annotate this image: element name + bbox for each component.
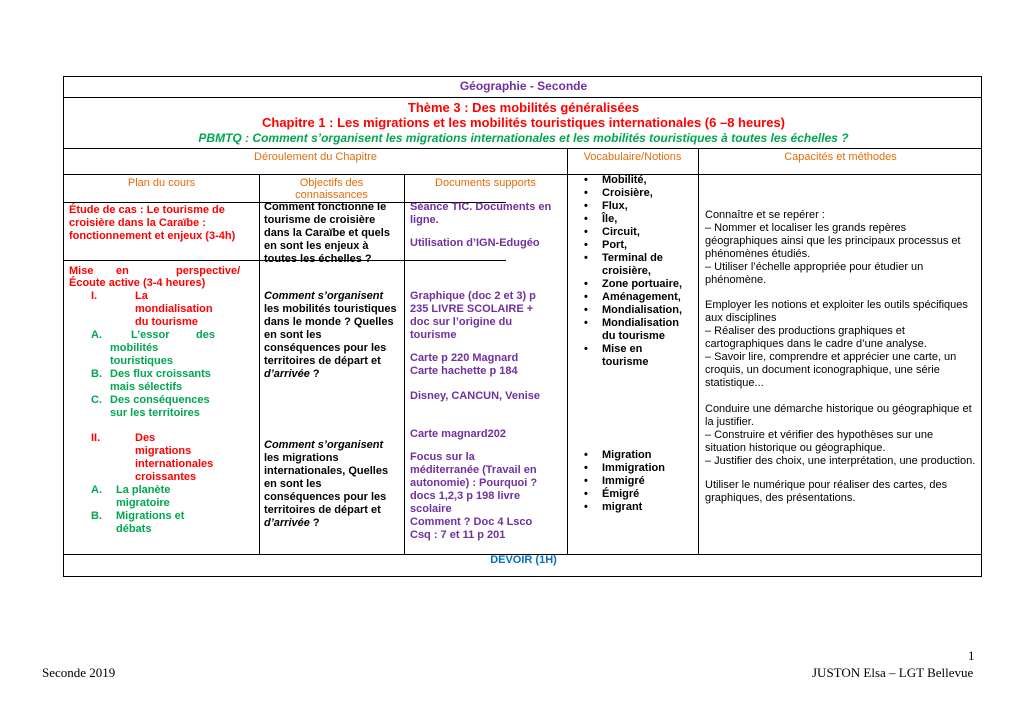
header-objectifs-1: Objectifs des bbox=[299, 177, 364, 189]
objectif-tourisme-end-italic: d’arrivée bbox=[264, 368, 310, 380]
doc-focus-line: autonomie) : Pourquoi ? bbox=[410, 477, 538, 489]
plan-sub-IIB: débats bbox=[116, 523, 152, 535]
doc-focus-line: Focus sur la bbox=[410, 451, 475, 463]
col-divider bbox=[404, 174, 405, 554]
vocab-item: • Mise en tourisme bbox=[580, 343, 662, 369]
plan-sub-C: sur les territoires bbox=[110, 407, 200, 419]
objectif-tourisme-end bbox=[264, 368, 320, 381]
objectif-migrations-line: en sont les bbox=[264, 478, 322, 490]
header-documents: Documents supports bbox=[435, 177, 536, 189]
objectif-migrations-line: internationales, Quelles bbox=[264, 465, 389, 477]
plan-sub-IIA-number: A. bbox=[91, 484, 102, 496]
objectif-row1-line: toutes les échelles ? bbox=[264, 253, 372, 265]
objectif-tourisme-end-mark: ? bbox=[309, 368, 320, 380]
header-plan: Plan du cours bbox=[127, 177, 196, 189]
vocab-item: • Mondialisation, bbox=[580, 304, 695, 317]
plan-sub-A: touristiques bbox=[110, 355, 173, 367]
capacite-line: géographiques ainsi que les principaux processus et bbox=[705, 235, 961, 247]
plan-sub-A-number: A. bbox=[91, 329, 102, 341]
plan-sub-C-number: C. bbox=[91, 394, 102, 406]
capacite-line: phénomènes étudiés. bbox=[705, 248, 811, 260]
plan-section-I-number: I. bbox=[91, 290, 98, 302]
doc-graphique-line: Graphique (doc 2 et 3) p bbox=[410, 290, 536, 302]
vocab-list-migrations bbox=[580, 449, 695, 514]
vocab-item: • Migration bbox=[580, 449, 695, 462]
vocab-item: • Aménagement, bbox=[580, 291, 695, 304]
capacite-line: aux disciplines bbox=[705, 312, 777, 324]
plan-section-I: mondialisation bbox=[135, 303, 213, 315]
objectif-migrations-end-italic: d’arrivée bbox=[264, 517, 310, 529]
objectif-migrations-italic: Comment s’organisent bbox=[264, 439, 384, 451]
col-divider bbox=[567, 148, 568, 554]
capacite-line: la justifier. bbox=[705, 416, 754, 428]
vocab-item: • Mondialisation du tourisme bbox=[580, 317, 684, 343]
pbmtq: PBMTQ : Comment s’organisent les migrations internationales et les mobilités touristiques à toutes les échelles ? bbox=[198, 131, 849, 145]
objectif-migrations-line: territoires de départ et bbox=[264, 504, 381, 516]
vocab-item: • Île, bbox=[580, 213, 695, 226]
objectif-tourisme-line: dans le monde ? Quelles bbox=[264, 316, 394, 328]
doc-focus-line: méditerranée (Travail en bbox=[410, 464, 537, 476]
capacite-line: Employer les notions et exploiter les outils spécifiques bbox=[705, 299, 968, 311]
objectif-row1-line: Comment fonctionne le bbox=[264, 201, 387, 213]
objectif-migrations-line: les migrations bbox=[264, 452, 339, 464]
objectif-tourisme-italic: Comment s’organisent bbox=[264, 290, 384, 302]
plan-etude-de-cas-line: croisière dans la Caraïbe : bbox=[69, 217, 206, 229]
plan-mise-en-perspective: Mise bbox=[69, 265, 94, 277]
header-objectifs-2: connaissances bbox=[295, 189, 368, 201]
vocab-item: • Zone portuaire, bbox=[580, 278, 695, 291]
doc-carte-magnard: Carte magnard202 bbox=[410, 428, 506, 440]
capacite-line: croquis, un document iconographique, une série bbox=[705, 364, 940, 376]
doc-graphique-line: doc sur l’origine du bbox=[410, 316, 513, 328]
subject-title: Géographie - Seconde bbox=[459, 79, 588, 93]
plan-etude-de-cas-line: Étude de cas : Le tourisme de bbox=[69, 204, 225, 216]
doc-focus-line: docs 1,2,3 p 198 livre bbox=[410, 490, 521, 502]
footer-left: Seconde 2019 bbox=[42, 665, 116, 680]
plan-sub-C: Des conséquences bbox=[110, 394, 210, 406]
plan-section-II: migrations bbox=[135, 445, 192, 457]
objectif-tourisme-line: en sont les bbox=[264, 329, 322, 341]
vocab-item: • Immigration bbox=[580, 462, 695, 475]
capacite-line: – Savoir lire, comprendre et apprécier une carte, un bbox=[705, 351, 957, 363]
capacite-title: Connaître et se repérer : bbox=[705, 209, 825, 221]
row-divider bbox=[64, 148, 981, 149]
plan-sub-IIA: La planète bbox=[116, 484, 171, 496]
capacite-line: phénomène. bbox=[705, 274, 767, 286]
plan-sub-IIA: migratoire bbox=[116, 497, 170, 509]
objectif-row1-line: dans la Caraïbe et quels bbox=[264, 227, 390, 239]
capacite-line: situation historique ou géographique. bbox=[705, 442, 886, 454]
vocab-item: • migrant bbox=[580, 501, 695, 514]
plan-section-II: croissantes bbox=[135, 471, 197, 483]
plan-section-II: internationales bbox=[135, 458, 214, 470]
objectif-row1-line: tourisme de croisière bbox=[264, 214, 376, 226]
capacite-line: statistique... bbox=[705, 377, 764, 389]
header-deroulement: Déroulement du Chapitre bbox=[254, 151, 377, 163]
plan-sub-A: L’essor bbox=[131, 329, 170, 341]
capacite-line: Conduire une démarche historique ou géographique et bbox=[705, 403, 972, 415]
vocab-item: • Circuit, bbox=[580, 226, 695, 239]
vocab-item: • Terminal de croisière, bbox=[580, 252, 680, 278]
capacite-line: – Utiliser l’échelle appropriée pour étudier un bbox=[705, 261, 924, 273]
footer-right: JUSTON Elsa – LGT Bellevue bbox=[812, 665, 974, 680]
page-number: 1 bbox=[968, 648, 975, 663]
plan-section-I: La bbox=[135, 290, 148, 302]
plan-section-II-number: II. bbox=[91, 432, 101, 444]
plan-section-II: Des bbox=[135, 432, 156, 444]
plan-sub-IIB: Migrations et bbox=[116, 510, 185, 522]
capacite-line: – Justifier des choix, une interprétation, une production. bbox=[705, 455, 976, 467]
plan-etude-de-cas-line: fonctionnement et enjeux (3-4h) bbox=[69, 230, 236, 242]
capacite-line: – Réaliser des productions graphiques et bbox=[705, 325, 905, 337]
vocab-item: • Croisière, bbox=[580, 187, 695, 200]
chapter-title: Chapitre 1 : Les migrations et les mobilités touristiques internationales (6 –8 heures) bbox=[261, 115, 786, 130]
plan-mise-en-perspective: en bbox=[116, 265, 129, 277]
doc-graphique-line: 235 LIVRE SCOLAIRE + bbox=[410, 303, 534, 315]
vocab-item: • Flux, bbox=[580, 200, 695, 213]
plan-section-I: du tourisme bbox=[135, 316, 198, 328]
plan-sub-A: mobilités bbox=[110, 342, 159, 354]
objectif-tourisme-line: conséquences pour les bbox=[264, 342, 387, 354]
objectif-migrations-end bbox=[264, 517, 320, 530]
objectif-row1-line: en sont les enjeux à bbox=[264, 240, 369, 252]
capacite-line: – Nommer et localiser les grands repères bbox=[705, 222, 907, 234]
vocab-item: • Immigré bbox=[580, 475, 695, 488]
capacite-line: graphiques, des présentations. bbox=[705, 492, 856, 504]
doc-row1-ign: Utilisation d’IGN-Edugéo bbox=[410, 237, 540, 249]
plan-sub-B-number: B. bbox=[91, 368, 102, 380]
objectif-tourisme-line: territoires de départ et bbox=[264, 355, 381, 367]
theme-title: Thème 3 : Des mobilités généralisées bbox=[407, 100, 640, 115]
col-divider bbox=[259, 174, 260, 554]
devoir-label: DEVOIR (1H) bbox=[490, 554, 557, 566]
course-plan-table bbox=[63, 76, 982, 577]
doc-focus-line: Csq : 7 et 11 p 201 bbox=[410, 529, 506, 541]
plan-sub-B: Des flux croissants bbox=[110, 368, 211, 380]
plan-ecoute-active: Écoute active (3-4 heures) bbox=[69, 277, 206, 289]
row-divider bbox=[64, 97, 981, 98]
doc-row1-line: Séance TIC. Documents en bbox=[410, 201, 552, 213]
row-divider bbox=[64, 174, 981, 175]
vocab-list-tourisme bbox=[580, 174, 695, 369]
doc-carte-line: Carte hachette p 184 bbox=[410, 365, 518, 377]
plan-sub-B: mais sélectifs bbox=[110, 381, 183, 393]
objectif-migrations-end-mark: ? bbox=[309, 517, 320, 529]
col-divider bbox=[698, 148, 699, 554]
vocab-item: • Émigré bbox=[580, 488, 695, 501]
vocab-item: • Port, bbox=[580, 239, 695, 252]
doc-focus-line: Comment ? Doc 4 Lsco bbox=[410, 516, 533, 528]
doc-carte-line: Carte p 220 Magnard bbox=[410, 352, 519, 364]
doc-focus-line: scolaire bbox=[410, 503, 452, 515]
doc-graphique-line: tourisme bbox=[410, 329, 457, 341]
capacite-line: – Construire et vérifier des hypothèses sur une bbox=[705, 429, 934, 441]
vocab-item: • Mobilité, bbox=[580, 174, 695, 187]
header-capacites: Capacités et méthodes bbox=[784, 151, 897, 163]
objectif-tourisme-line: les mobilités touristiques bbox=[264, 303, 397, 315]
header-vocabulaire: Vocabulaire/Notions bbox=[583, 151, 682, 163]
doc-disney: Disney, CANCUN, Venise bbox=[410, 390, 541, 402]
capacite-line: Utiliser le numérique pour réaliser des cartes, des bbox=[705, 479, 948, 491]
objectif-migrations-line: conséquences pour les bbox=[264, 491, 387, 503]
doc-row1-line: ligne. bbox=[410, 214, 439, 226]
capacite-line: cartographiques dans le cadre d’une analyse. bbox=[705, 338, 927, 350]
plan-sub-A: des bbox=[196, 329, 215, 341]
plan-sub-IIB-number: B. bbox=[91, 510, 102, 522]
plan-mise-en-perspective: perspective/ bbox=[176, 265, 241, 277]
